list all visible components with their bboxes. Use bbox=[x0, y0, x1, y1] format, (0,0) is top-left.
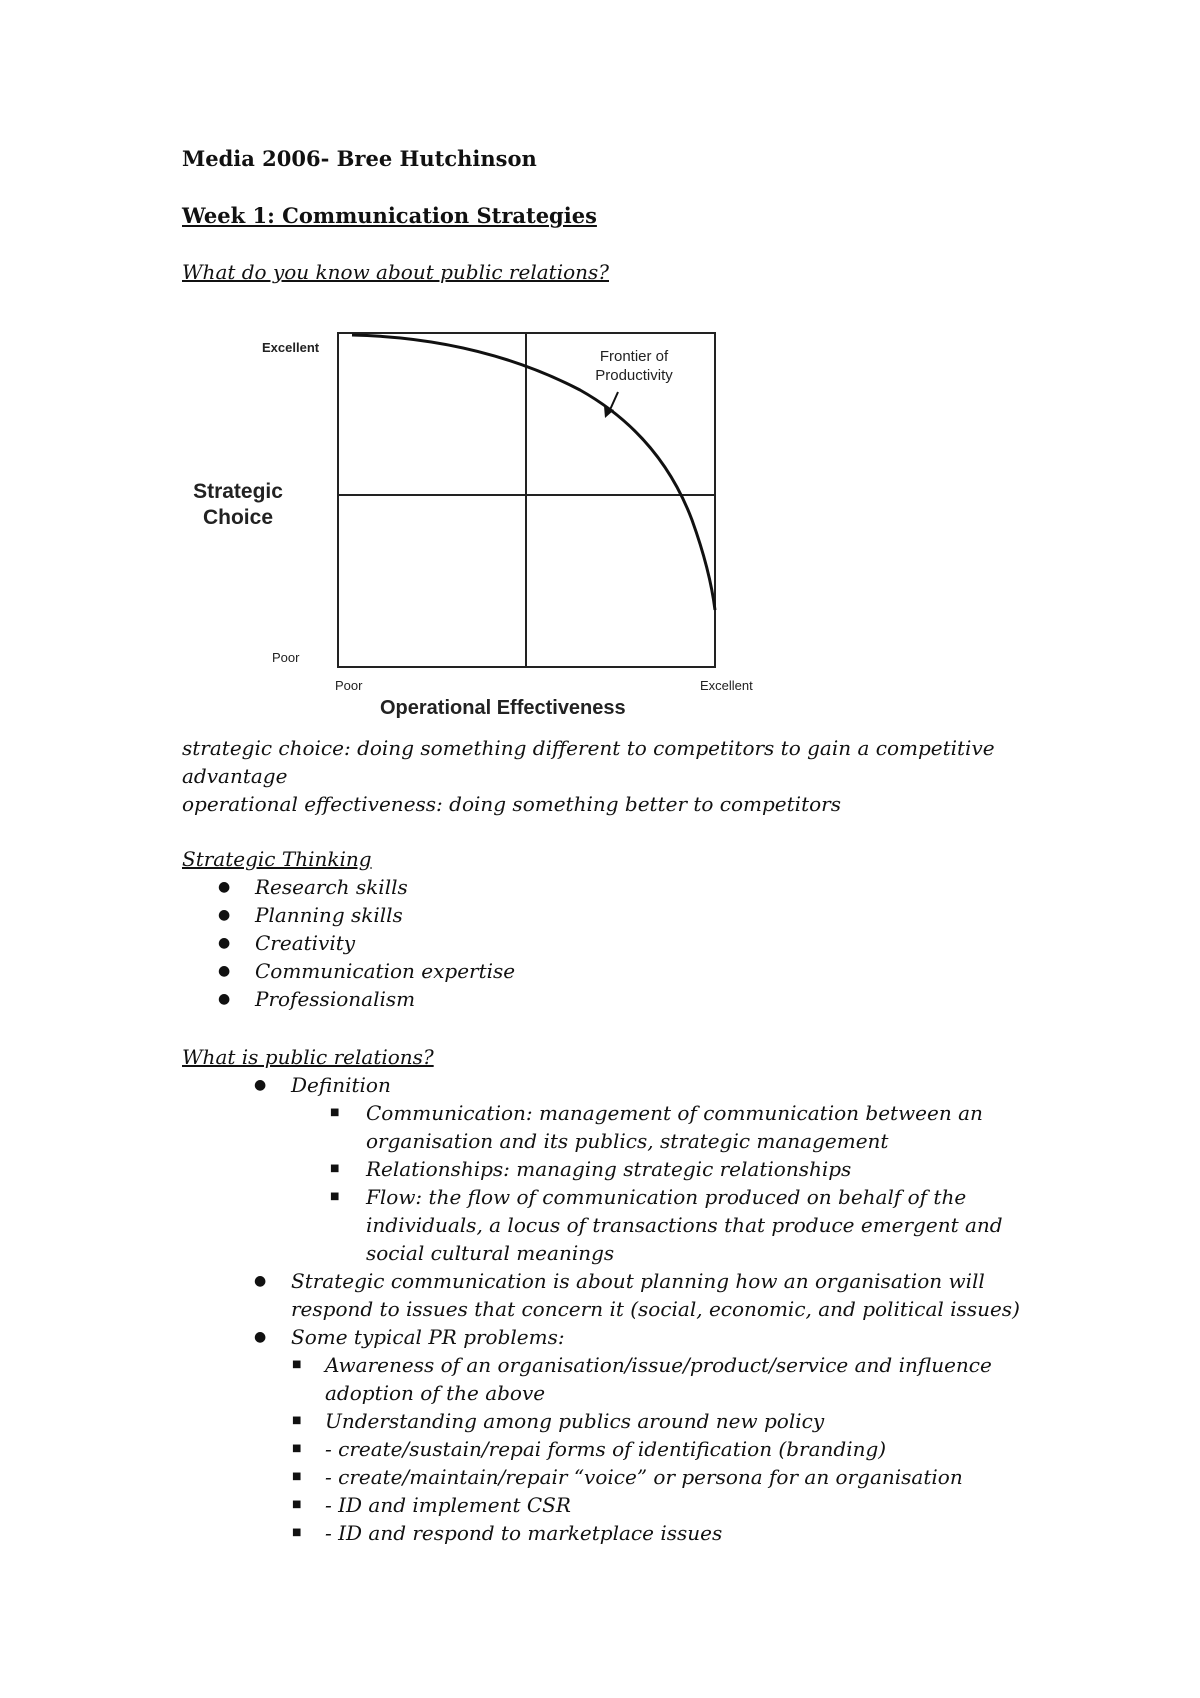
list-item: ● Creativity bbox=[182, 929, 1042, 957]
y-axis-label-line2: Choice bbox=[202, 506, 274, 529]
list-item: ● Planning skills bbox=[182, 901, 1042, 929]
definition-item bbox=[182, 1071, 1062, 1267]
list-item: ■ - create/maintain/repair “voice” or persona for an organisation bbox=[182, 1463, 1062, 1491]
definitions-block bbox=[182, 734, 1042, 818]
list-item: ● Research skills bbox=[182, 873, 1042, 901]
list-item: ■ Relationships: managing strategic relationships bbox=[182, 1155, 1062, 1183]
public-relations-list bbox=[182, 1071, 1062, 1547]
strategic-thinking-heading: Strategic Thinking bbox=[182, 847, 372, 871]
strategic-thinking-list bbox=[182, 873, 1042, 1013]
strategy-diagram bbox=[180, 320, 780, 730]
x-axis-label: Operational Effectiveness bbox=[380, 697, 626, 719]
operational-effectiveness-definition: operational effectiveness: doing something better to competitors bbox=[182, 792, 841, 816]
list-item: ● Communication expertise bbox=[182, 957, 1042, 985]
definition-label: Definition bbox=[291, 1073, 391, 1097]
week-heading: Week 1: Communication Strategies bbox=[182, 203, 597, 228]
public-relations-heading: What is public relations? bbox=[182, 1045, 434, 1069]
strategic-thinking-section bbox=[182, 845, 1042, 1013]
list-item: ■ - ID and respond to marketplace issues bbox=[182, 1519, 1062, 1547]
strategic-communication-item: ● Strategic communication is about planning how an organisation will respond to issues that concern it (social, economic, and political issues) bbox=[182, 1267, 1062, 1323]
y-bottom-label: Poor bbox=[272, 650, 300, 665]
list-item: ■ Flow: the flow of communication produced on behalf of the individuals, a locus of transactions that produce emergent and social cultural meanings bbox=[182, 1183, 1062, 1267]
pr-problems-label: Some typical PR problems: bbox=[291, 1325, 565, 1349]
definition-sublist bbox=[291, 1099, 1062, 1267]
list-item: ■ Awareness of an organisation/issue/product/service and influence adoption of the above bbox=[182, 1351, 1062, 1407]
frontier-label-line2: Productivity bbox=[595, 367, 673, 384]
list-item: ■ Understanding among publics around new policy bbox=[182, 1407, 1062, 1435]
strategic-choice-definition: strategic choice: doing something different to competitors to gain a competitive advantage bbox=[182, 736, 995, 788]
frontier-label-line1: Frontier of bbox=[599, 348, 669, 365]
y-top-label: Excellent bbox=[262, 340, 320, 355]
list-item: ■ Communication: management of communication between an organisation and its publics, strategic management bbox=[182, 1099, 1062, 1155]
public-relations-section bbox=[182, 1043, 1062, 1547]
list-item: ■ - create/sustain/repai forms of identification (branding) bbox=[182, 1435, 1062, 1463]
x-left-label: Poor bbox=[335, 678, 363, 693]
question-heading: What do you know about public relations? bbox=[182, 260, 609, 284]
list-item: ● Professionalism bbox=[182, 985, 1042, 1013]
list-item: ■ - ID and implement CSR bbox=[182, 1491, 1062, 1519]
document-title: Media 2006- Bree Hutchinson bbox=[182, 146, 537, 171]
y-axis-label-line1: Strategic bbox=[193, 480, 283, 503]
pr-problems-sublist bbox=[291, 1351, 1062, 1547]
pr-problems-item bbox=[182, 1323, 1062, 1547]
x-right-label: Excellent bbox=[700, 678, 753, 693]
